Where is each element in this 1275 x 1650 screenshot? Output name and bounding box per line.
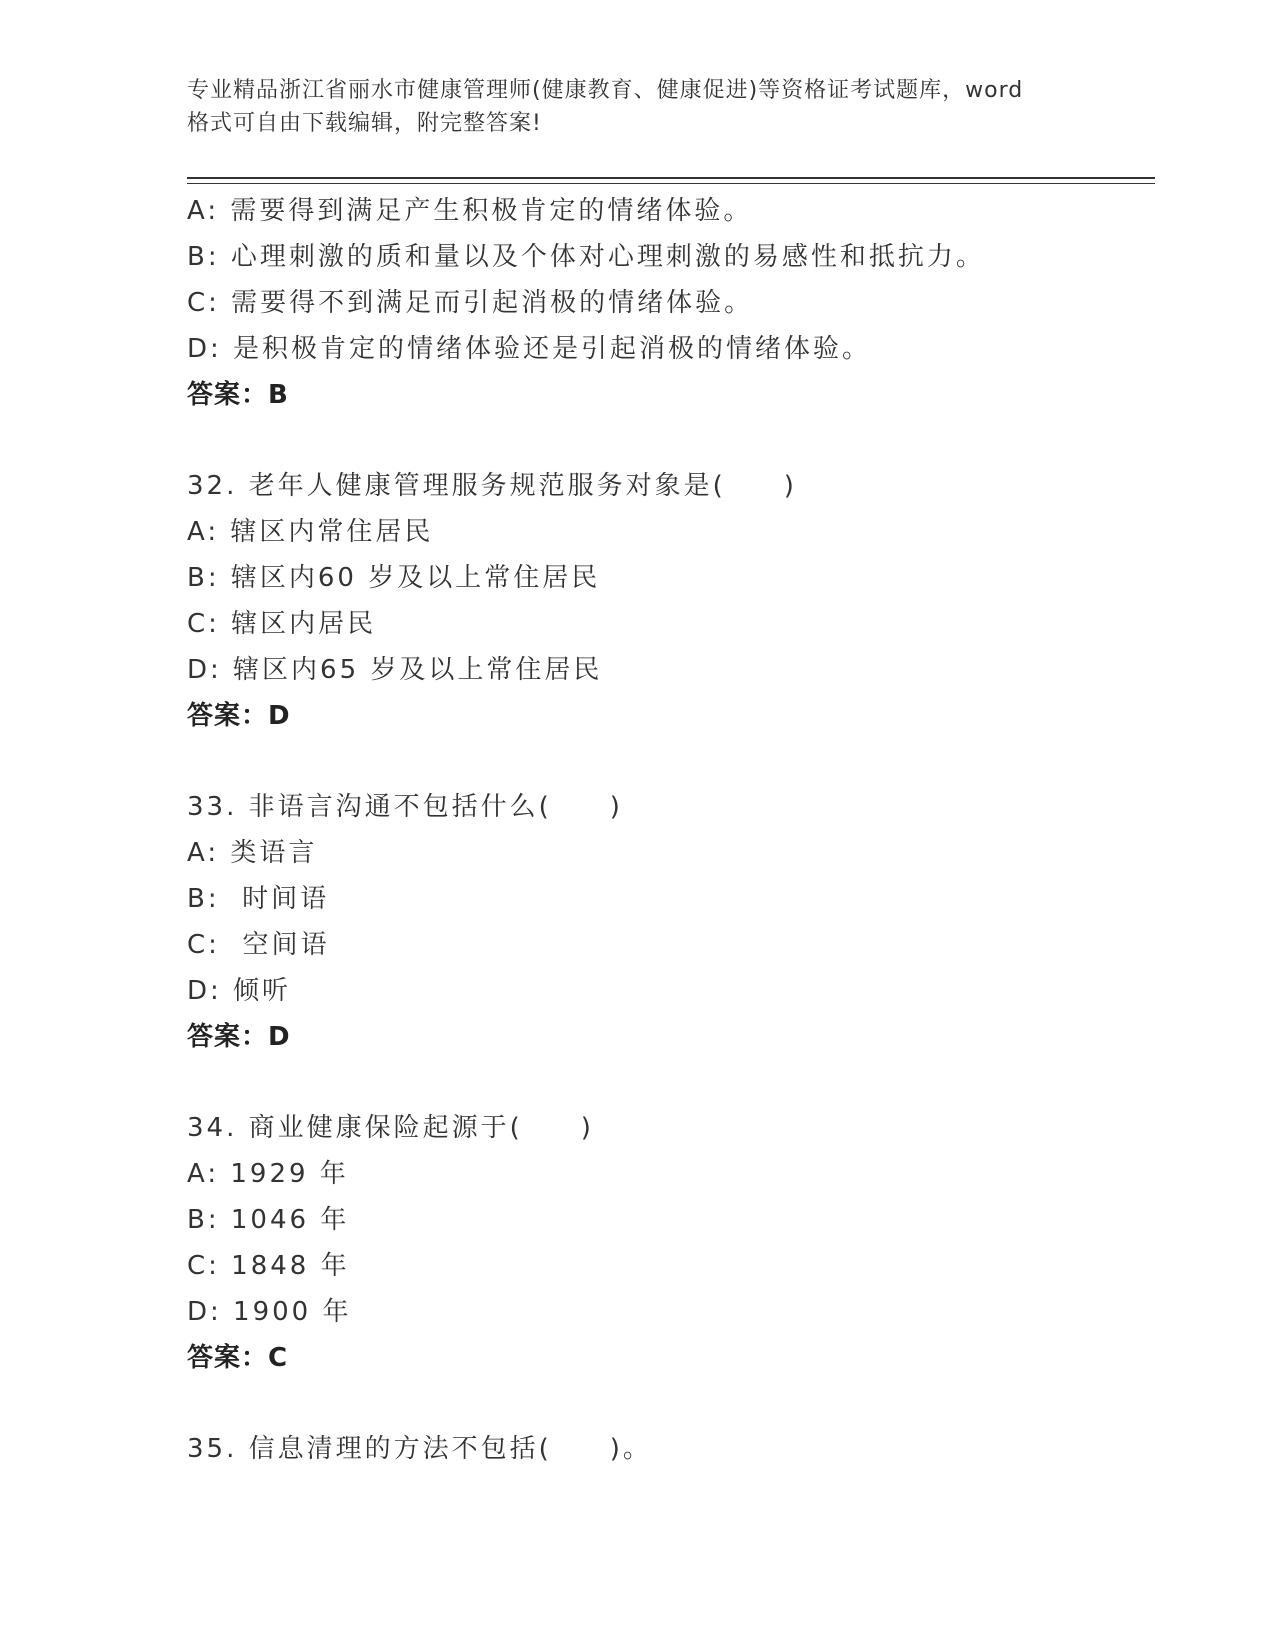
option-b: B: 辖区内60 岁及以上常住居民 [187,563,601,593]
option-d: D: 辖区内65 岁及以上常住居民 [187,655,603,685]
question-stem: 35. 信息清理的方法不包括( )。 [187,1434,652,1464]
option-b: B: 心理刺激的质和量以及个体对心理刺激的易感性和抵抗力。 [187,242,985,272]
question-stem: 33. 非语言沟通不包括什么( ) [187,792,623,822]
answer-line: 答案：C [187,1343,289,1373]
option-c: C: 需要得不到满足而引起消极的情绪体验。 [187,288,754,318]
option-c: C: 1848 年 [187,1251,350,1281]
option-a: A: 类语言 [187,838,318,868]
option-c: C: 空间语 [187,930,330,960]
question-stem: 32. 老年人健康管理服务规范服务对象是( ) [187,471,797,501]
option-a: A: 1929 年 [187,1159,349,1189]
question-block-33 [187,784,1155,1060]
option-a: A: 需要得到满足产生积极肯定的情绪体验。 [187,196,753,226]
answer-line: 答案：B [187,380,289,410]
option-d: D: 倾听 [187,976,292,1006]
option-d: D: 是积极肯定的情绪体验还是引起消极的情绪体验。 [187,334,872,364]
question-list [187,188,1155,1472]
header-divider-thin [187,183,1155,184]
header-line-1: 专业精品浙江省丽水市健康管理师(健康教育、健康促进)等资格证考试题库，word [187,78,1024,103]
answer-line: 答案：D [187,701,291,731]
option-d: D: 1900 年 [187,1297,352,1327]
question-block-32 [187,463,1155,739]
header-line-2: 格式可自由下载编辑，附完整答案! [187,111,542,136]
option-b: B: 1046 年 [187,1205,350,1235]
option-a: A: 辖区内常住居民 [187,517,434,547]
answer-line: 答案：D [187,1022,291,1052]
question-stem: 34. 商业健康保险起源于( ) [187,1113,594,1143]
question-block-31 [187,188,1155,418]
question-block-35 [187,1426,1155,1472]
option-c: C: 辖区内居民 [187,609,377,639]
question-block-34 [187,1105,1155,1381]
document-header [187,74,1107,140]
header-divider-thick [187,177,1155,179]
option-b: B: 时间语 [187,884,330,914]
